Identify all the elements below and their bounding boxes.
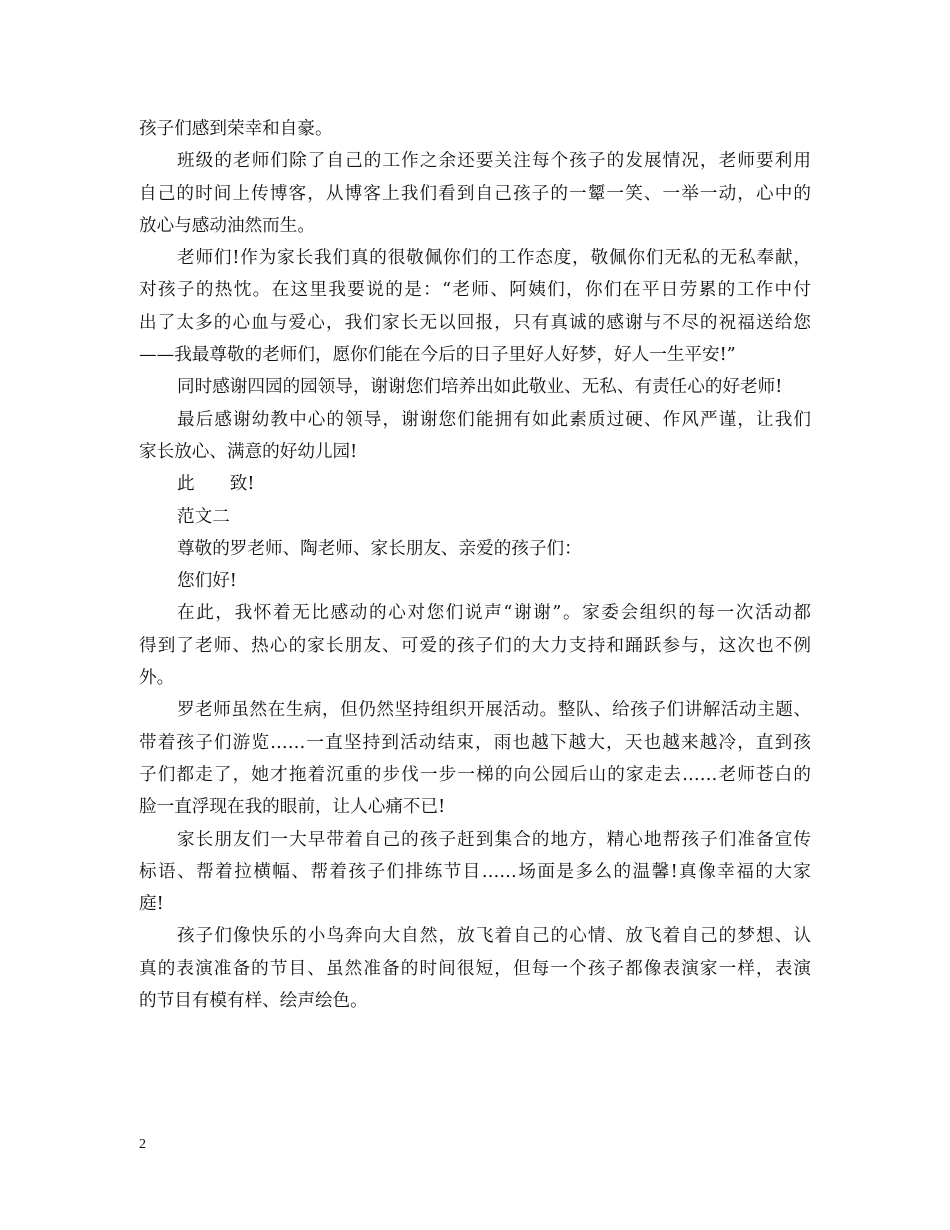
text-line: 班级的老师们除了自己的工作之余还要关注每个孩子的发展情况，老师要利用 [177, 151, 811, 172]
text-line: 对孩子的热忱。在这里我要说的是：“老师、阿姨们，你们在平日劳累的工作中付 [139, 280, 811, 301]
text-line: 在此，我怀着无比感动的心对您们说声“谢谢”。家委会组织的每一次活动都 [177, 603, 811, 624]
text-line: 最后感谢幼教中心的领导，谢谢您们能拥有如此素质过硬、作风严谨，让我们 [177, 409, 811, 430]
text-line: 出了太多的心血与爱心，我们家长无以回报，只有真诚的感谢与不尽的祝福送给您 [139, 312, 811, 333]
text-line: 同时感谢四园的园领导，谢谢您们培养出如此敬业、无私、有责任心的好老师! [177, 377, 783, 398]
text-line: 外。 [139, 668, 175, 689]
text-line: 自己的时间上传博客，从博客上我们看到自己孩子的一颦一笑、一举一动，心中的 [139, 183, 811, 204]
text-line: 孩子们像快乐的小鸟奔向大自然，放飞着自己的心情、放飞着自己的梦想、认 [177, 926, 811, 947]
text-line: 老师们!作为家长我们真的很敬佩你们的工作态度，敬佩你们无私的无私奉献， [177, 248, 811, 269]
text-line: 得到了老师、热心的家长朋友、可爱的孩子们的大力支持和踊跃参与，这次也不例 [139, 635, 811, 656]
text-line: 子们都走了，她才拖着沉重的步伐一步一梯的向公园后山的家走去……老师苍白的 [139, 764, 811, 785]
text-line: 放心与感动油然而生。 [139, 215, 315, 236]
text-line: 孩子们感到荣幸和自豪。 [139, 119, 333, 139]
text-line: 的节目有模有样、绘声绘色。 [139, 991, 368, 1012]
text-line: 家长放心、满意的好幼儿园! [139, 441, 358, 462]
text-line: 真的表演准备的节目、虽然准备的时间很短，但每一个孩子都像表演家一样，表演 [139, 958, 811, 979]
text-line: 家长朋友们一大早带着自己的孩子赶到集合的地方，精心地帮孩子们准备宣传 [177, 829, 811, 850]
text-line: 罗老师虽然在生病，但仍然坚持组织开展活动。整队、给孩子们讲解活动主题、 [177, 700, 811, 721]
text-line: 范文二 [177, 506, 230, 527]
text-line: 标语、帮着拉横幅、帮着孩子们排练节目……场面是多么的温馨!真像幸福的大家 [139, 861, 811, 882]
text-line: 您们好! [177, 571, 237, 592]
page-number: 2 [139, 1137, 146, 1152]
text-line: 带着孩子们游览……一直坚持到活动结束，雨也越下越大，天也越来越冷，直到孩 [139, 732, 811, 753]
text-line: 尊敬的罗老师、陶老师、家长朋友、亲爱的孩子们： [177, 538, 582, 559]
text-line: ——我最尊敬的老师们，愿你们能在今后的日子里好人好梦，好人一生平安!” [139, 345, 736, 366]
body-text [139, 113, 811, 1017]
text-line: 庭! [139, 894, 164, 915]
text-line: 此 致! [177, 474, 255, 495]
text-line: 脸一直浮现在我的眼前，让人心痛不已! [139, 797, 446, 818]
